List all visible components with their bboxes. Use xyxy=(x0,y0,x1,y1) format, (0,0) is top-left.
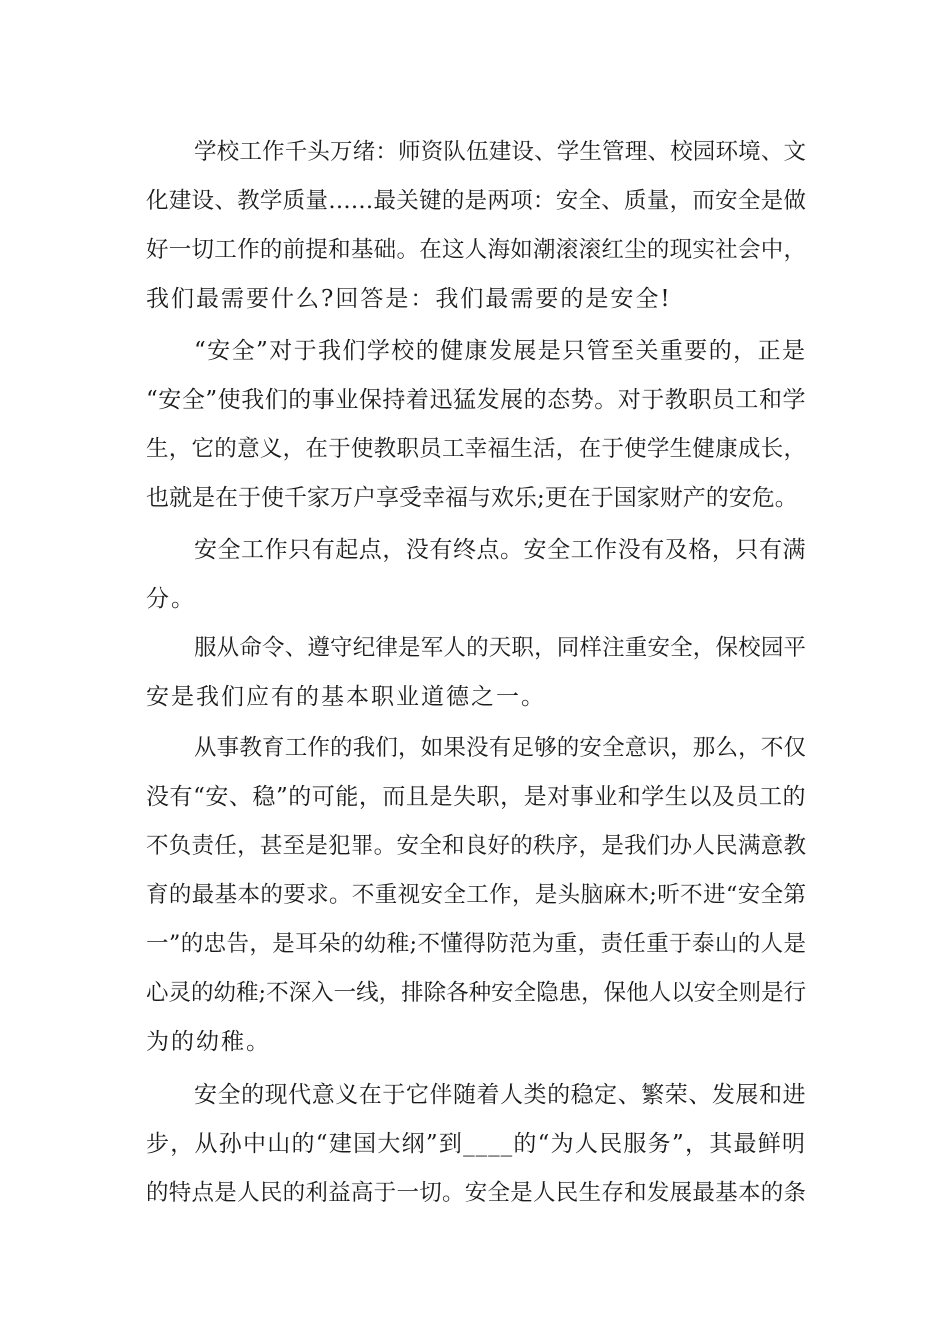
paragraph-line: “安全”对于我们学校的健康发展是只管至关重要的，正是 xyxy=(194,338,806,364)
paragraph-line: 不负责任，甚至是犯罪。安全和良好的秩序，是我们办人民满意教 xyxy=(146,833,806,859)
paragraph-line: 从事教育工作的我们，如果没有足够的安全意识，那么，不仅 xyxy=(194,735,806,761)
paragraph-line: 我们最需要什么?回答是：我们最需要的是安全! xyxy=(146,286,672,312)
paragraph-line: 也就是在于使千家万户享受幸福与欢乐;更在于国家财产的安危。 xyxy=(146,485,798,511)
paragraph-line: 的特点是人民的利益高于一切。安全是人民生存和发展最基本的条 xyxy=(146,1180,806,1206)
paragraph-line: 安是我们应有的基本职业道德之一。 xyxy=(146,684,546,710)
paragraph-line: 生，它的意义，在于使教职员工幸福生活，在于使学生健康成长， xyxy=(146,436,806,462)
paragraph-line: 育的最基本的要求。不重视安全工作，是头脑麻木;听不进“安全第 xyxy=(146,882,806,908)
paragraph-line: 为的幼稚。 xyxy=(146,1029,271,1055)
paragraph-line: 心灵的幼稚;不深入一线，排除各种安全隐患，保他人以安全则是行 xyxy=(146,980,807,1006)
paragraph-line: 安全的现代意义在于它伴随着人类的稳定、繁荣、发展和进 xyxy=(194,1082,806,1108)
paragraph-line: 学校工作千头万绪：师资队伍建设、学生管理、校园环境、文 xyxy=(194,139,806,165)
paragraph-line: 一”的忠告，是耳朵的幼稚;不懂得防范为重，责任重于泰山的人是 xyxy=(146,931,806,957)
paragraph-line: “安全”使我们的事业保持着迅猛发展的态势。对于教职员工和学 xyxy=(146,387,806,413)
paragraph-line: 安全工作只有起点，没有终点。安全工作没有及格，只有满 xyxy=(194,537,806,563)
paragraph-line: 服从命令、遵守纪律是军人的天职，同样注重安全，保校园平 xyxy=(194,635,806,661)
paragraph-line: 分。 xyxy=(146,586,196,612)
paragraph-line: 化建设、教学质量……最关键的是两项：安全、质量，而安全是做 xyxy=(146,188,806,214)
paragraph-line: 没有“安、稳”的可能，而且是失职，是对事业和学生以及员工的 xyxy=(146,784,806,810)
paragraph-line: 好一切工作的前提和基础。在这人海如潮滚滚红尘的现实社会中， xyxy=(146,237,806,263)
paragraph-line: 步，从孙中山的“建国大纲”到____的“为人民服务”，其最鲜明 xyxy=(146,1131,806,1157)
